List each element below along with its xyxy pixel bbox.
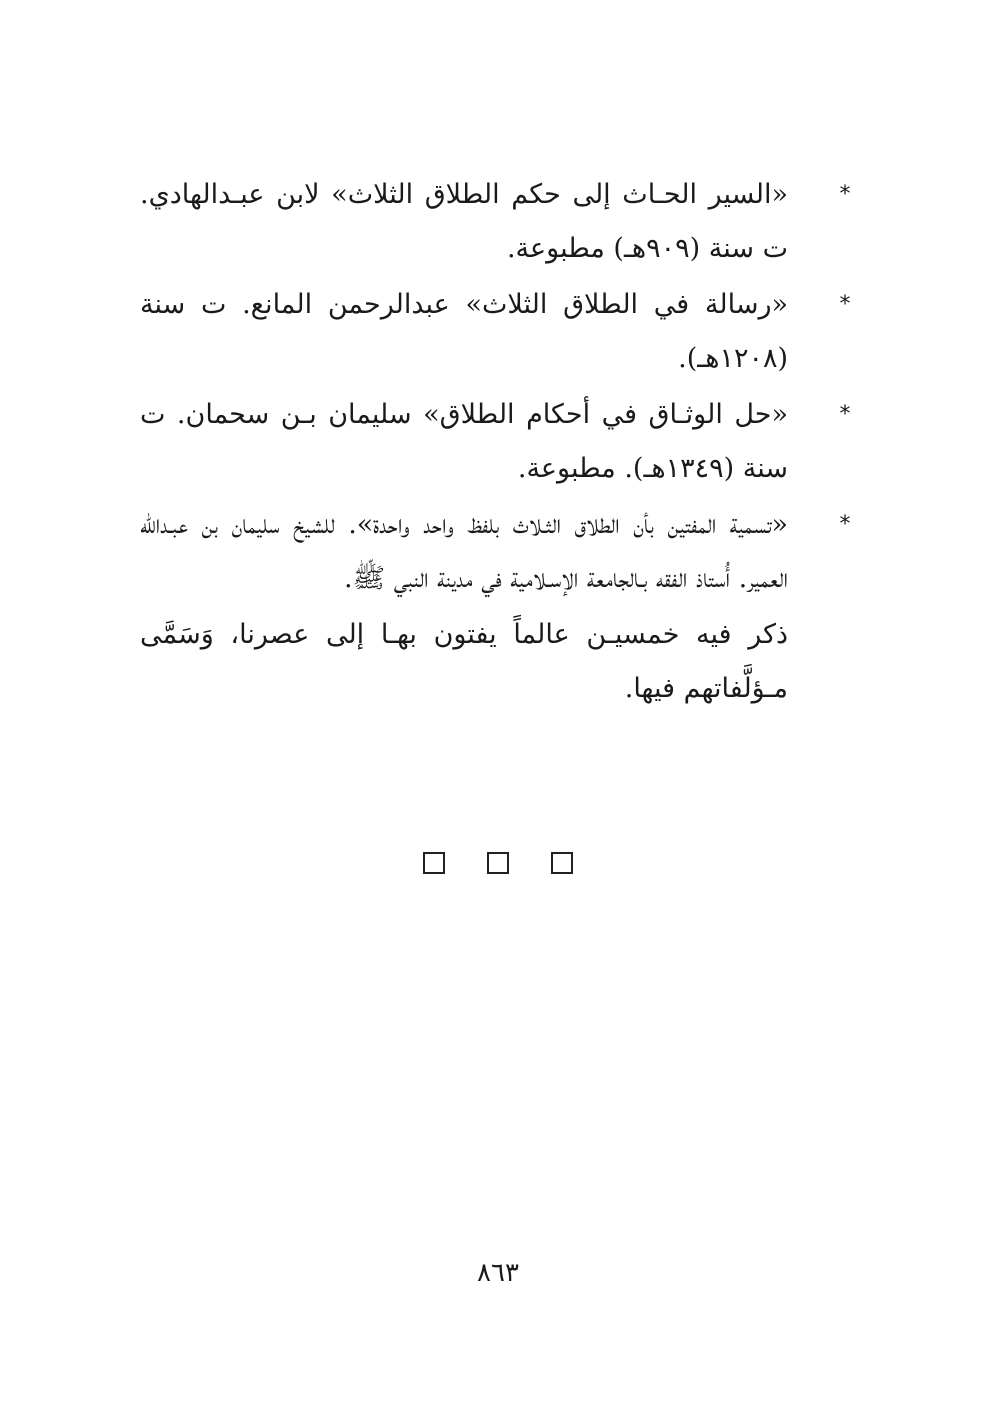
list-item bbox=[140, 168, 860, 276]
list-item bbox=[140, 388, 860, 496]
page-number: ٨٦٣ bbox=[477, 1258, 519, 1288]
asterisk-icon: * bbox=[839, 512, 851, 537]
entry-text: «رسالة في الطلاق الثلاث» عبدالرحمن المانع. ت سنة (١٢٠٨هـ). bbox=[140, 289, 788, 374]
note-paragraph: ذكر فيه خمسيـن عالماً يفتون بهـا إلى عصرنا، وَسَمَّى مـؤلَّفاتهم فيها. bbox=[140, 619, 788, 704]
asterisk-icon: * bbox=[839, 402, 851, 427]
entry-text: «السير الحـاث إلى حكم الطلاق الثلاث» لابن عبـدالهادي. ت سنة (٩٠٩هـ) مطبوعة. bbox=[140, 179, 788, 264]
entry-text: «حل الوثـاق في أحكام الطلاق» سليمان بـن سحمان. ت سنة (١٣٤٩هـ). مطبوعة. bbox=[140, 399, 788, 484]
square-icon bbox=[487, 852, 509, 874]
square-icon bbox=[423, 852, 445, 874]
entry-text: «تسمية المفتين بأن الطلاق الثـلاث بلفظ واحد واحدة». للشيخ سليمان بن عبـدالله العمير. أُستاذ الفقه بـالجامعة الإسـلامية في مدينة النبي ﷺ. bbox=[140, 509, 788, 594]
square-icon bbox=[551, 852, 573, 874]
list-item bbox=[140, 498, 860, 606]
entries-list bbox=[140, 168, 860, 716]
asterisk-icon: * bbox=[839, 292, 851, 317]
section-separator bbox=[0, 852, 996, 874]
list-item bbox=[140, 278, 860, 386]
asterisk-icon: * bbox=[839, 182, 851, 207]
